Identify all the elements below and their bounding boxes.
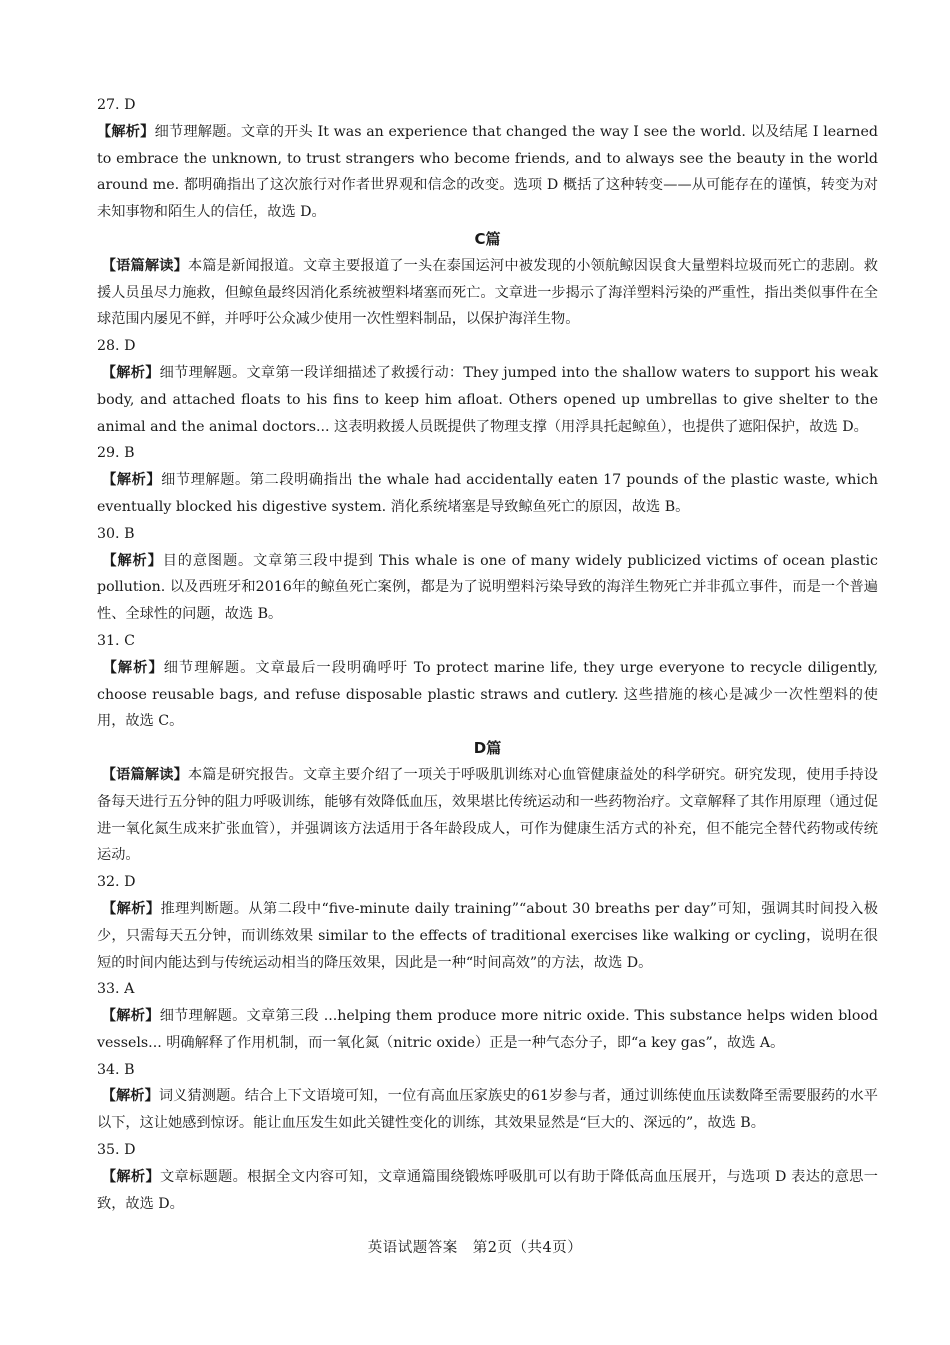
answer-29: 29. B [97, 445, 135, 462]
analysis-27 [97, 119, 878, 226]
overview-tag: 【语篇解读】 [101, 257, 188, 274]
analysis-tag: 【解析】 [102, 472, 162, 489]
analysis-text: 细节理解题。文章最后一段明确呼吁 To protect marine life, they urge everyone to recycle diligently, choose reusable bags, and refuse disposable plastic straws and cutlery. 这些措施的核心是减少一次性塑料的使用，故选 C。 [97, 659, 878, 730]
analysis-tag: 【解析】 [101, 1008, 160, 1025]
analysis-tag: 【解析】 [97, 123, 155, 140]
overview-text: 本篇是研究报告。文章主要介绍了一项关于呼吸肌训练对心血管健康益处的科学研究。研究发现，使用手持设备每天进行五分钟的阻力呼吸训练，能够有效降低血压，效果堪比传统运动和一些药物治疗。文章解释了其作用原理（通过促进一氧化氮生成来扩张血管），并强调该方法适用于各年龄段成人，可作为健康生活方式的补充，但不能完全替代药物或传统运动。 [97, 766, 878, 864]
analysis-33 [97, 1003, 878, 1057]
section-c-overview [97, 253, 878, 333]
answer-30: 30. B [97, 525, 135, 542]
answer-27: 27. D [97, 97, 136, 113]
analysis-text: 细节理解题。第二段明确指出 the whale had accidentally eaten 17 pounds of the plastic waste, which eventually blocked his digestive system. 消化系统堵塞是导致鲸鱼死亡的原因，故选 B。 [97, 472, 878, 515]
analysis-text: 细节理解题。文章第一段详细描述了救援行动：They jumped into the shallow waters to support his weak body, and attached floats to his fins to keep him afloat. Others opened up umbrellas to give shelter to the animal and the animal doctors... 这表明救援人员既提供了物理支撑（用浮具托起鲸鱼），也提供了遮阳保护，故选 D。 [97, 364, 878, 435]
analysis-text: 目的意图题。文章第三段中提到 This whale is one of many widely publicized victims of ocean plastic pollution. 以及西班牙和2016年的鲸鱼死亡案例，都是为了说明塑料污染导致的海洋生物死亡并非孤立事件，而是一个普遍性、全球性的问题，故选 B。 [97, 552, 878, 623]
analysis-text: 细节理解题。文章第三段 ...helping them produce more nitric oxide. This substance helps widen blood vessels... 明确解释了作用机制，而一氧化氮（nitric oxide）正是一种气态分子，即“a key gas”，故选 A。 [97, 1008, 878, 1051]
answer-35: 35. D [97, 1142, 136, 1159]
answer-33: 33. A [97, 981, 135, 998]
answer-32: 32. D [97, 874, 136, 891]
analysis-tag: 【解析】 [101, 900, 161, 917]
analysis-tag: 【解析】 [102, 659, 164, 676]
overview-text: 本篇是新闻报道。文章主要报道了一头在泰国运河中被发现的小领航鲸因误食大量塑料垃圾而死亡的悲剧。救援人员虽尽力施救，但鲸鱼最终因消化系统被塑料堵塞而死亡。文章进一步揭示了海洋塑料污染的严重性，指出类似事件在全球范围内屡见不鲜，并呼吁公众减少使用一次性塑料制品，以保护海洋生物。 [97, 257, 878, 328]
analysis-text: 细节理解题。文章的开头 It was an experience that changed the way I see the world. 以及结尾 I learned to embrace the unknown, to trust strangers who become friends, and to always see the beauty in the world around me. 都明确指出了这次旅行对作者世界观和信念的改变。选项 D 概括了这种转变——从可能存在的谨慎，转变为对未知事物和陌生人的信任，故选 D。 [97, 123, 878, 221]
answer-28: 28. D [97, 338, 136, 355]
analysis-text: 推理判断题。从第二段中“five-minute daily training”“about 30 breaths per day”可知，强调其时间投入极少，只需每天五分钟，而训练效果 similar to the effects of traditional exercises like walking or cycling，说明在很短的时间内能达到与传统运动相当的降压效果，因此是一种“时间高效”的方法，故选 D。 [97, 900, 878, 971]
analysis-tag: 【解析】 [101, 1168, 160, 1185]
section-d-overview [97, 762, 878, 869]
analysis-tag: 【解析】 [102, 552, 163, 569]
answer-34: 34. B [97, 1061, 135, 1078]
analysis-28 [97, 360, 878, 440]
analysis-30 [97, 548, 878, 628]
analysis-29 [97, 467, 878, 521]
analysis-32 [97, 896, 878, 976]
answer-31: 31. C [97, 632, 135, 649]
analysis-tag: 【解析】 [101, 364, 160, 381]
analysis-tag: 【解析】 [101, 1088, 159, 1105]
overview-tag: 【语篇解读】 [101, 766, 188, 783]
analysis-35 [97, 1164, 878, 1218]
section-c-title: C篇 [474, 229, 501, 248]
section-d-title: D篇 [473, 739, 502, 758]
page-footer: 英语试题答案 第2页（共4页） [367, 1240, 583, 1256]
analysis-31 [97, 655, 878, 735]
analysis-text: 文章标题题。根据全文内容可知，文章通篇围绕锻炼呼吸肌可以有助于降低高血压展开，与选项 D 表达的意思一致，故选 D。 [97, 1168, 878, 1212]
analysis-text: 词义猜测题。结合上下文语境可知，一位有高血压家族史的61岁参与者，通过训练使血压读数降至需要服药的水平以下，这让她感到惊讶。能让血压发生如此关键性变化的训练，其效果显然是“巨大的、深远的”，故选 B。 [97, 1088, 878, 1132]
analysis-34 [97, 1083, 878, 1137]
